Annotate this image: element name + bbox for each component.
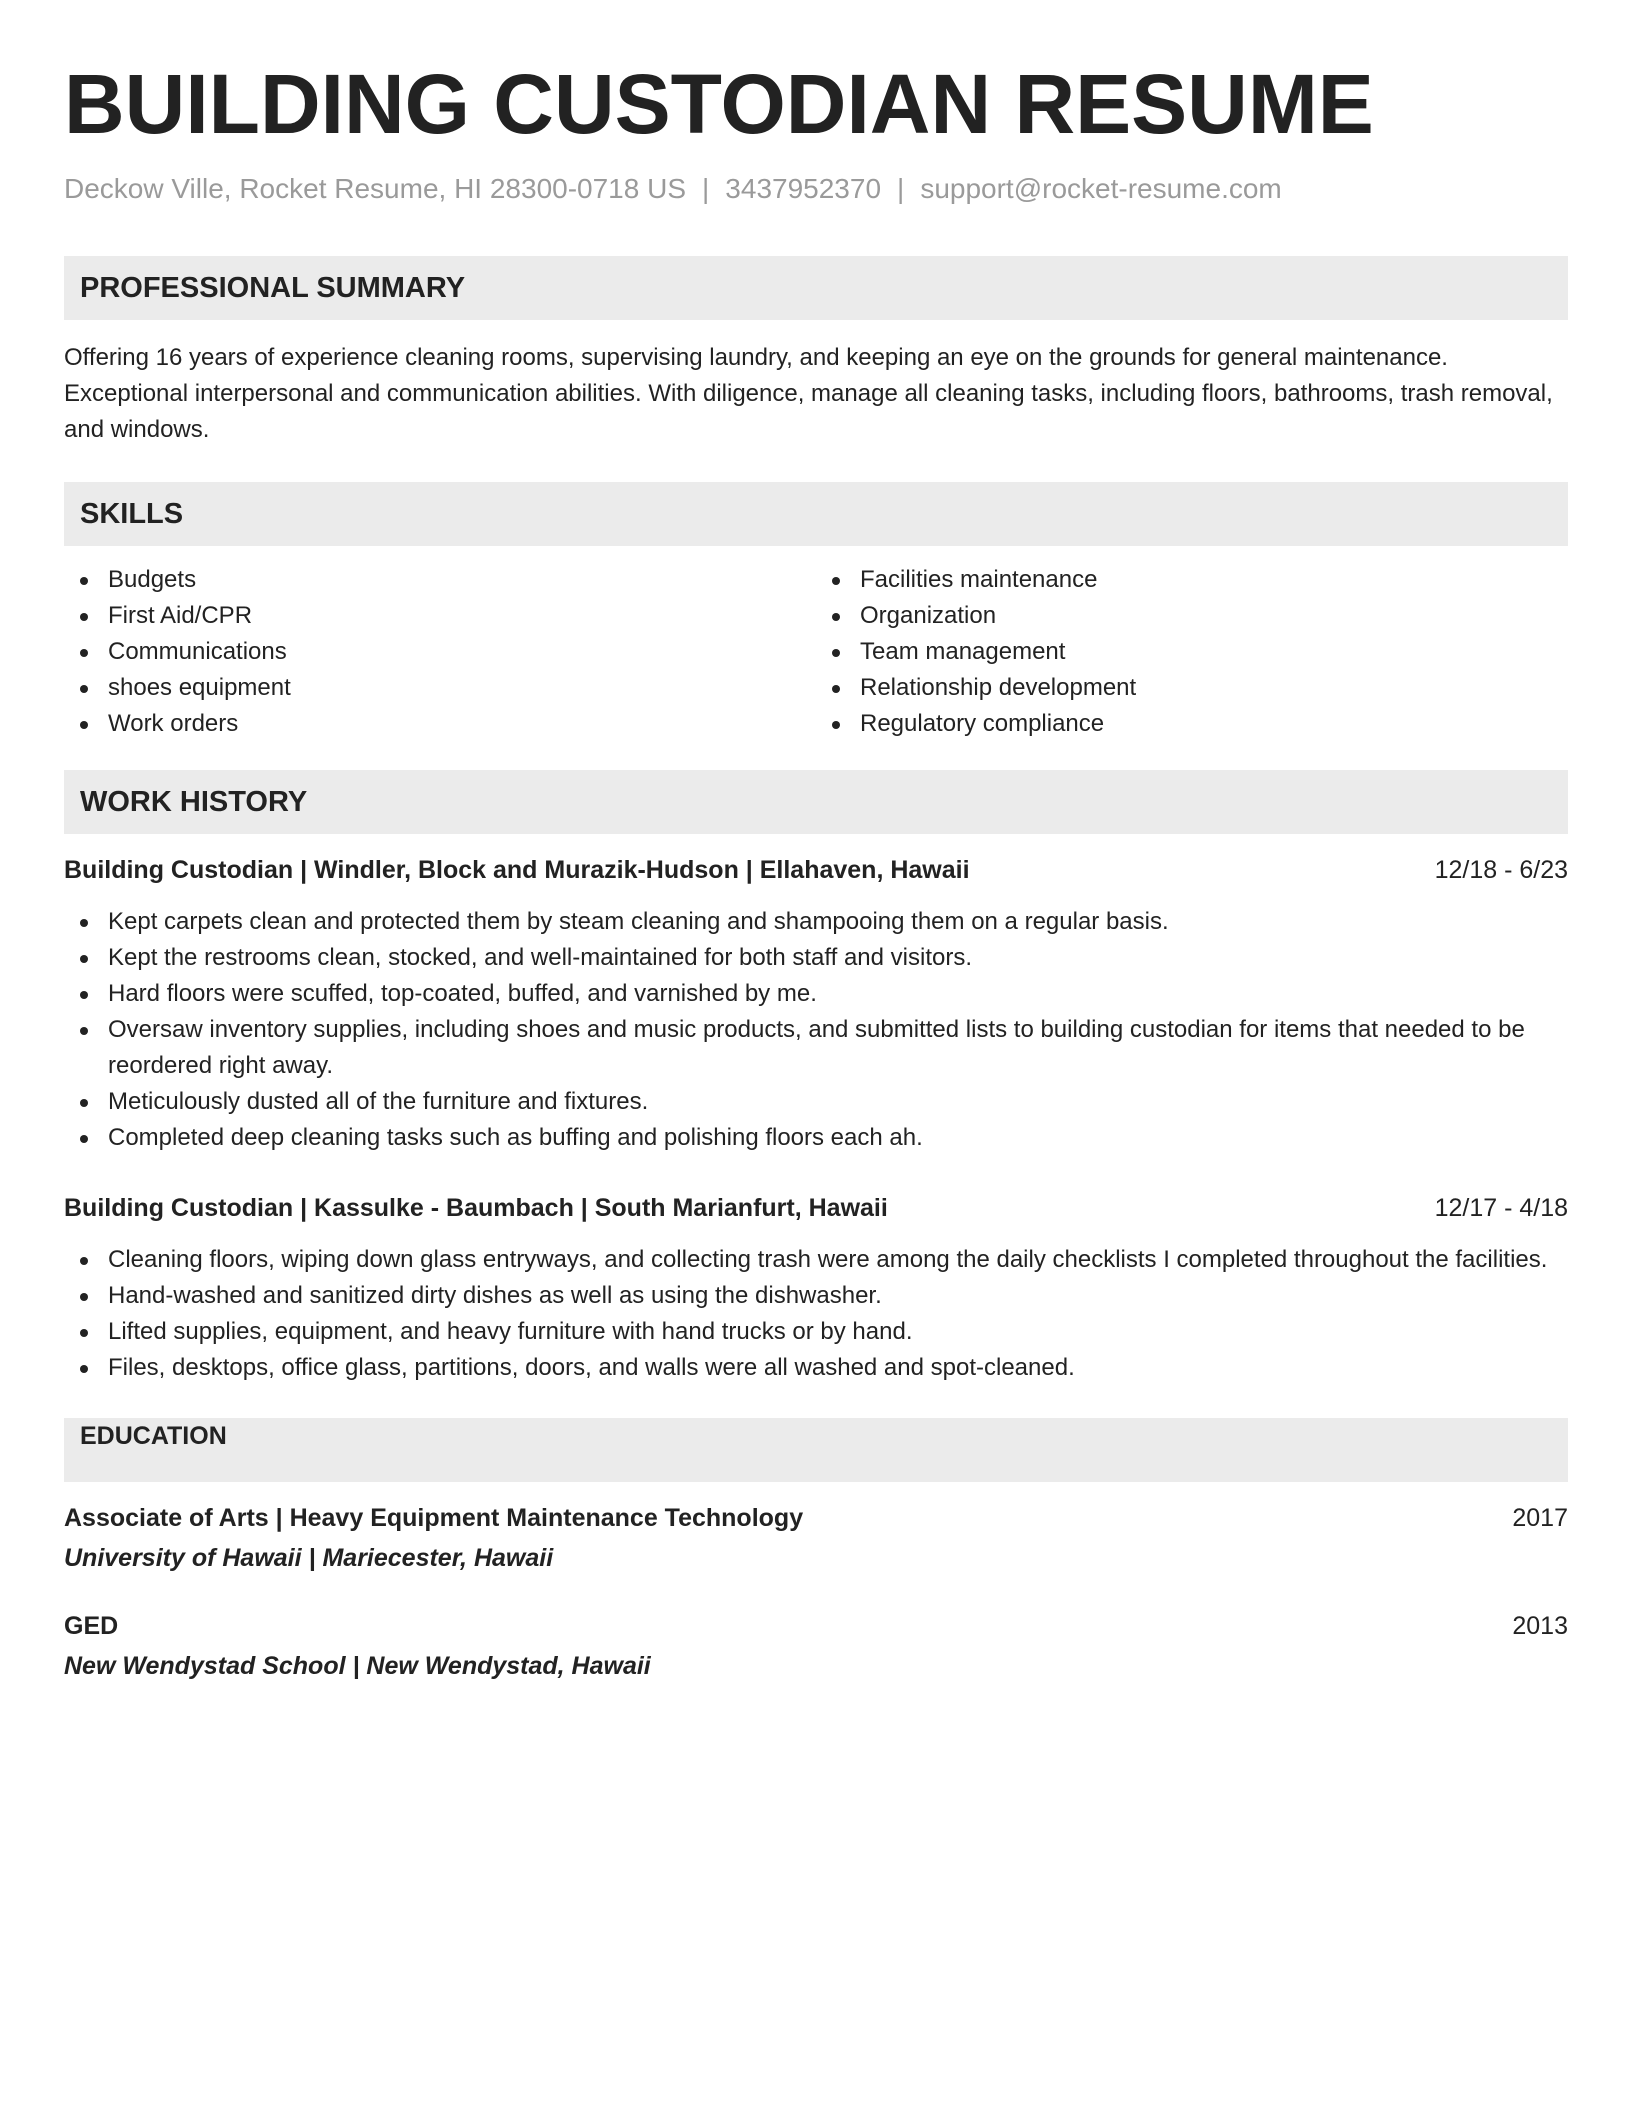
skill-item: Organization [816, 598, 1568, 634]
contact-address: Deckow Ville, Rocket Resume, HI 28300-0718 US [64, 173, 687, 204]
education-entry [64, 1500, 1568, 1576]
section-heading-skills: SKILLS [64, 482, 1568, 546]
contact-separator: | [897, 173, 905, 204]
section-heading-education: EDUCATION [64, 1418, 1568, 1482]
job-bullet: Cleaning floors, wiping down glass entryways, and collecting trash were among the daily checklists I completed throughout the facilities. [64, 1242, 1568, 1278]
skills-list [64, 562, 1568, 742]
job-bullet: Hard floors were scuffed, top-coated, buffed, and varnished by me. [64, 976, 1568, 1012]
section-heading-work-history: WORK HISTORY [64, 770, 1568, 834]
skill-item: Team management [816, 634, 1568, 670]
education-header [64, 1608, 1568, 1644]
job-dates: 12/17 - 4/18 [1434, 1194, 1568, 1222]
education-school: University of Hawaii | Mariecester, Hawaii [64, 1544, 554, 1572]
job-dates: 12/18 - 6/23 [1434, 856, 1568, 884]
job-bullet: Completed deep cleaning tasks such as buffing and polishing floors each ah. [64, 1120, 1568, 1156]
skills-column-left [64, 562, 816, 742]
job-bullet: Lifted supplies, equipment, and heavy furniture with hand trucks or by hand. [64, 1314, 1568, 1350]
job-title: Building Custodian | Kassulke - Baumbach | South Marianfurt, Hawaii [64, 1194, 888, 1222]
job-entry [64, 852, 1568, 1156]
job-bullet: Kept carpets clean and protected them by steam cleaning and shampooing them on a regular basis. [64, 904, 1568, 940]
education-entry [64, 1608, 1568, 1684]
skill-item: Work orders [64, 706, 816, 742]
education-year: 2017 [1512, 1504, 1568, 1532]
job-bullets [64, 1242, 1568, 1386]
education-degree: Associate of Arts | Heavy Equipment Maintenance Technology [64, 1504, 804, 1532]
summary-text: Offering 16 years of experience cleaning rooms, supervising laundry, and keeping an eye on the grounds for general maintenance. Exceptional interpersonal and communication abilities. With diligence, manage all cleaning tasks, including floors, bathrooms, trash removal, and windows. [64, 344, 1553, 443]
education-degree: GED [64, 1612, 119, 1640]
job-bullet: Files, desktops, office glass, partitions, doors, and walls were all washed and spot-cleaned. [64, 1350, 1568, 1386]
job-title: Building Custodian | Windler, Block and Murazik-Hudson | Ellahaven, Hawaii [64, 856, 970, 884]
skill-item: First Aid/CPR [64, 598, 816, 634]
skill-item: Regulatory compliance [816, 706, 1568, 742]
skill-item: Facilities maintenance [816, 562, 1568, 598]
education-school: New Wendystad School | New Wendystad, Hawaii [64, 1652, 651, 1680]
skills-column-right [816, 562, 1568, 742]
contact-phone: 3437952370 [725, 173, 882, 204]
skill-item: Communications [64, 634, 816, 670]
contact-separator: | [702, 173, 710, 204]
job-bullet: Oversaw inventory supplies, including shoes and music products, and submitted lists to building custodian for items that needed to be reordered right away. [64, 1012, 1568, 1084]
education-header [64, 1500, 1568, 1536]
job-bullets [64, 904, 1568, 1156]
skill-item: Budgets [64, 562, 816, 598]
job-header [64, 1190, 1568, 1226]
job-header [64, 852, 1568, 888]
contact-email[interactable]: support@rocket-resume.com [920, 173, 1282, 204]
job-entry [64, 1190, 1568, 1386]
skill-item: shoes equipment [64, 670, 816, 706]
skill-item: Relationship development [816, 670, 1568, 706]
job-bullet: Kept the restrooms clean, stocked, and well-maintained for both staff and visitors. [64, 940, 1568, 976]
resume-title: BUILDING CUSTODIAN RESUME [64, 57, 1374, 151]
job-bullet: Hand-washed and sanitized dirty dishes as well as using the dishwasher. [64, 1278, 1568, 1314]
section-heading-summary: PROFESSIONAL SUMMARY [64, 256, 1568, 320]
contact-line [64, 172, 1568, 206]
education-year: 2013 [1512, 1612, 1568, 1640]
job-bullet: Meticulously dusted all of the furniture and fixtures. [64, 1084, 1568, 1120]
